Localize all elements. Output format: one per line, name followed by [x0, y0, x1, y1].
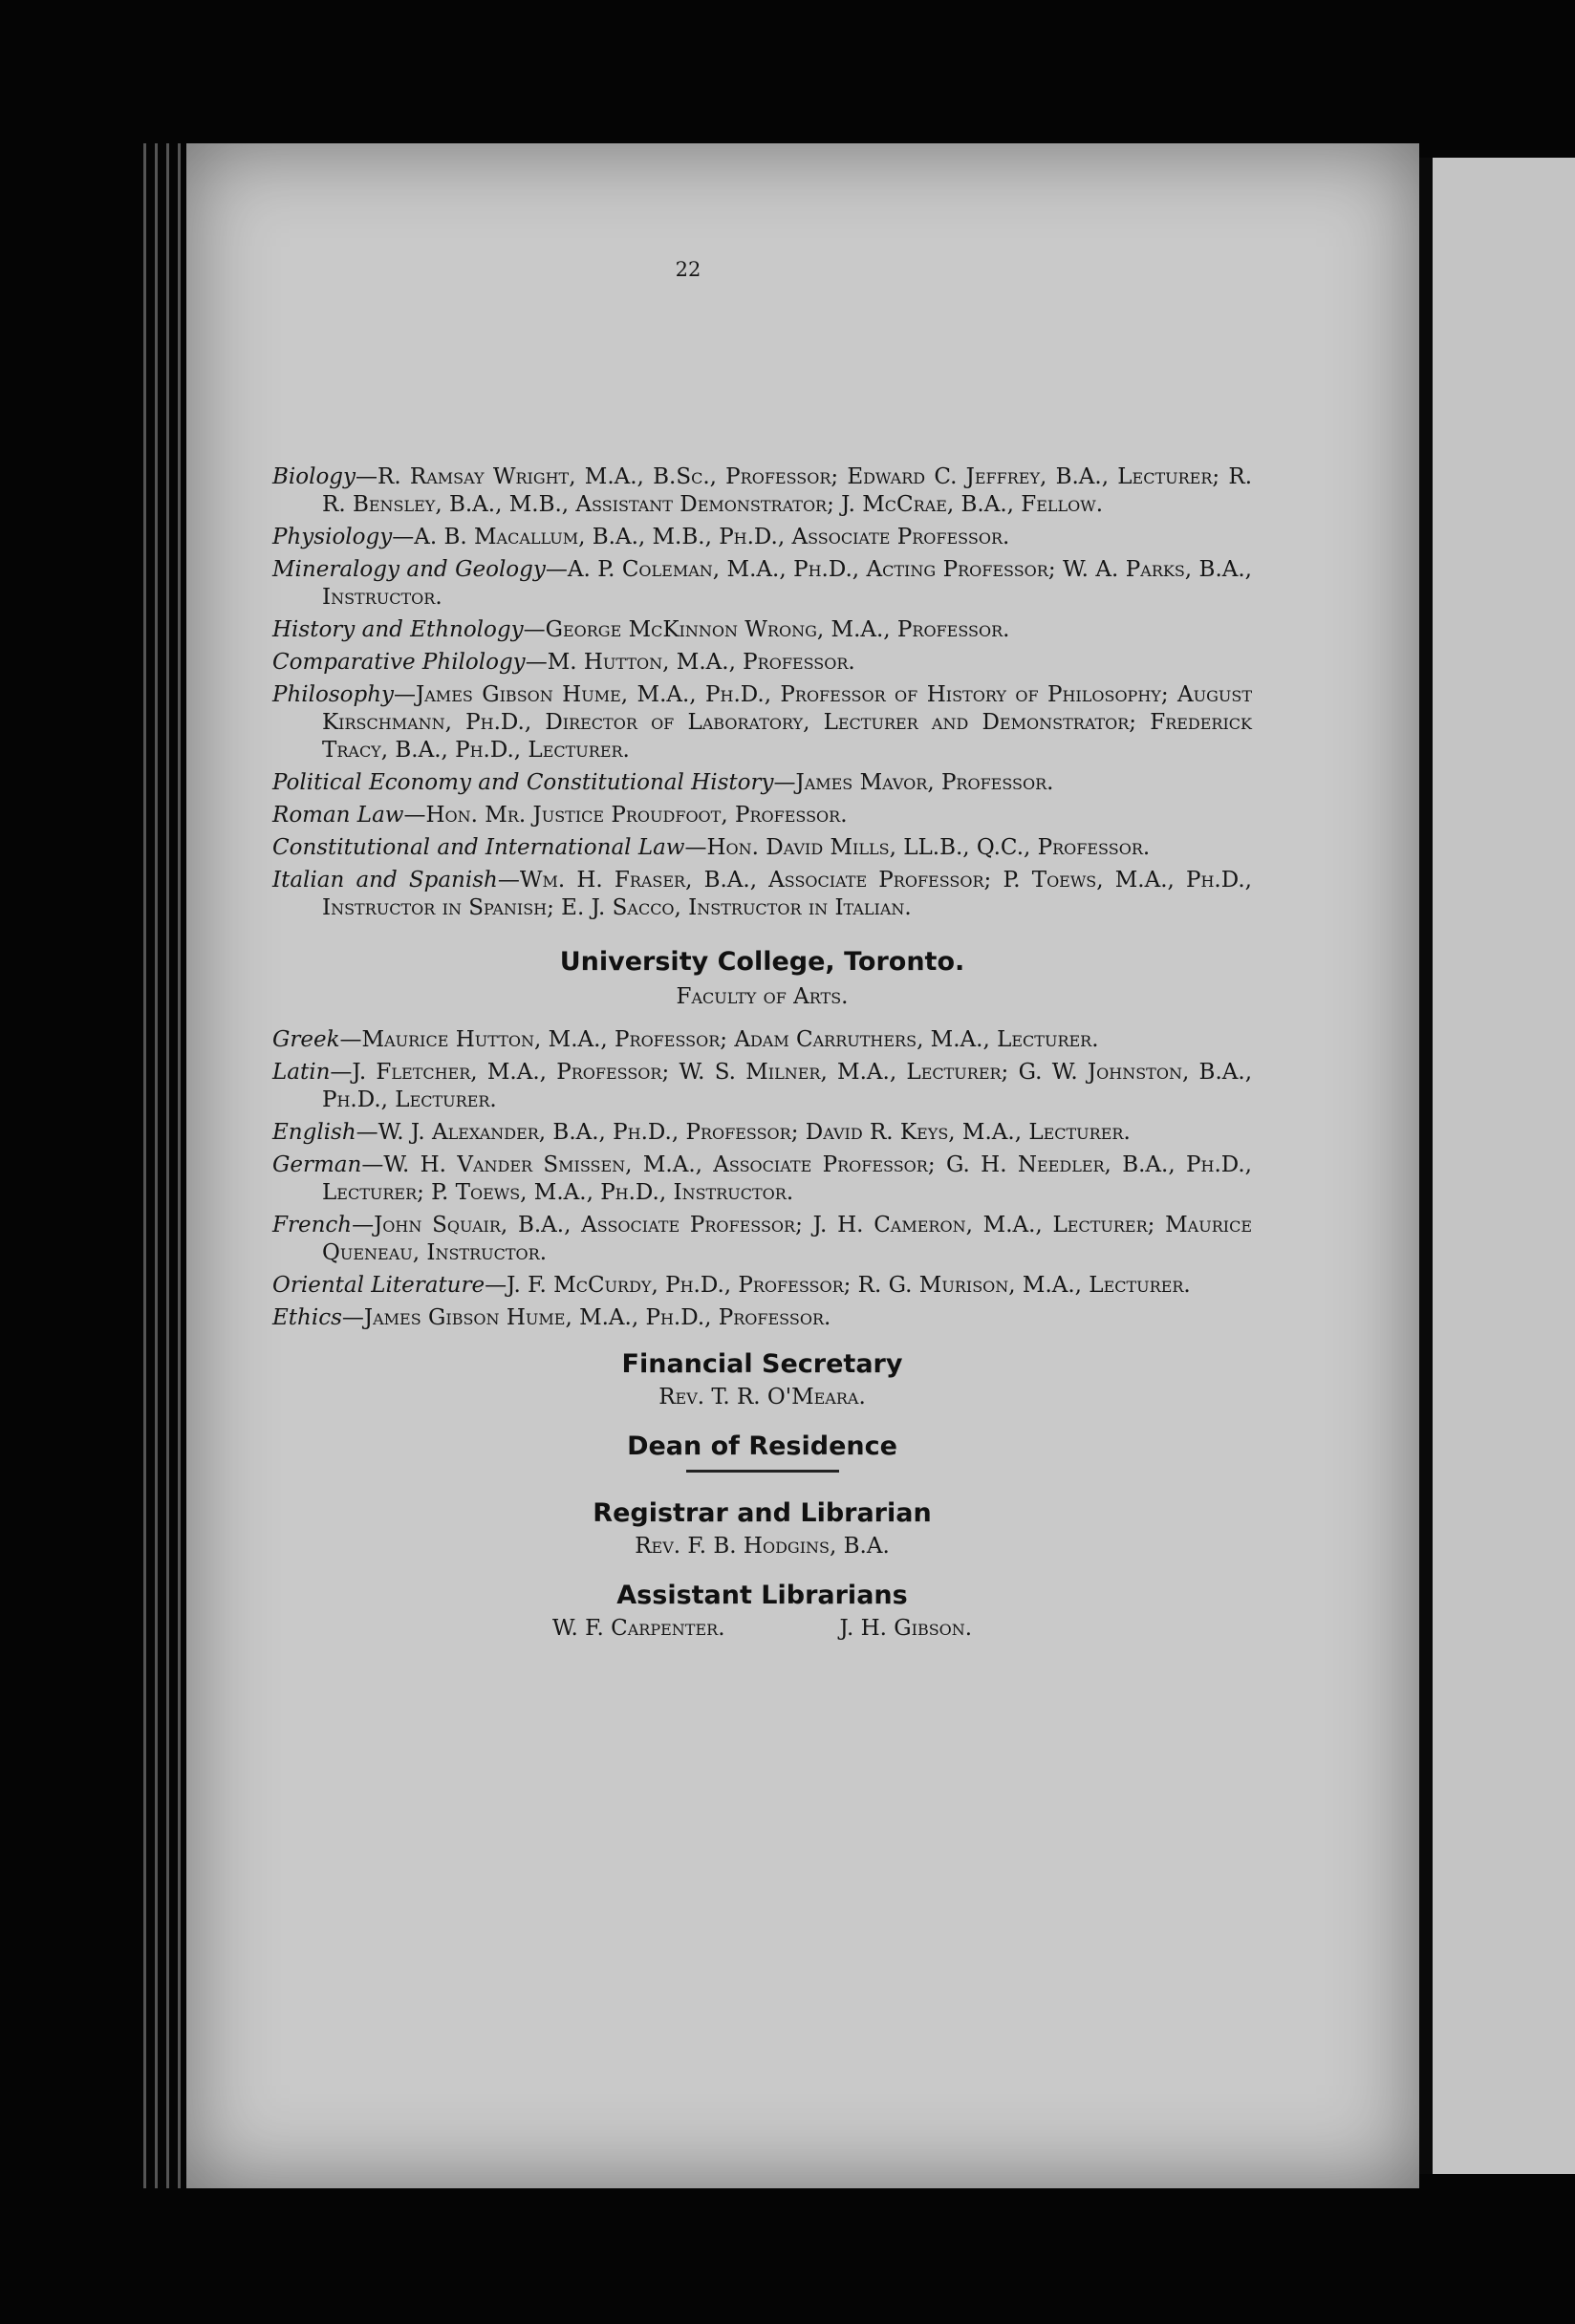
- department-staff: W. J. Alexander, B.A., Ph.D., Professor; David R. Keys, M.A., Lecturer.: [378, 1120, 1131, 1145]
- department-entry: Physiology—A. B. Macallum, B.A., M.B., Ph.D., Associate Professor.: [272, 525, 1010, 549]
- department-subject: Mineralogy and Geology: [272, 557, 546, 582]
- page-edge: [166, 143, 169, 2188]
- department-staff: M. Hutton, M.A., Professor.: [547, 650, 855, 675]
- page-edge: [143, 143, 146, 2188]
- department-staff: James Mavor, Professor.: [795, 770, 1054, 795]
- department-entry: Biology—R. Ramsay Wright, M.A., B.Sc., Professor; Edward C. Jeffrey, B.A., Lecturer; R. R. Bensley, B.A., M.B., Assistant Demonstrator; J. McCrae, B.A., Fellow.: [272, 464, 1252, 517]
- department-subject: Latin: [272, 1060, 331, 1085]
- department-subject: Greek: [272, 1027, 340, 1052]
- assistant-librarian-names: [272, 1615, 1252, 1643]
- department-subject: French: [272, 1213, 353, 1237]
- department-staff: James Gibson Hume, M.A., Ph.D., Professor of History of Philosophy; August Kirschmann, Ph.D., Director of Laboratory, Lecturer and Demonstrator; Frederick Tracy, B.A., Ph.D., Lecturer.: [322, 682, 1252, 763]
- department-staff: R. Ramsay Wright, M.A., B.Sc., Professor; Edward C. Jeffrey, B.A., Lecturer; R. R. Bensley, B.A., M.B., Assistant Demonstrator; J. McCrae, B.A., Fellow.: [322, 464, 1252, 517]
- financial-secretary-name: Rev. T. R. O'Meara.: [658, 1385, 866, 1409]
- department-subject: Physiology: [272, 525, 393, 549]
- department-entry: Comparative Philology—M. Hutton, M.A., Professor.: [272, 650, 855, 675]
- faculty-title: Faculty of Arts.: [676, 984, 849, 1009]
- department-staff: John Squair, B.A., Associate Professor; J. H. Cameron, M.A., Lecturer; Maurice Queneau, Instructor.: [322, 1213, 1252, 1265]
- department-subject: German: [272, 1152, 362, 1177]
- department-entry: German—W. H. Vander Smissen, M.A., Associate Professor; G. H. Needler, B.A., Ph.D., Lecturer; P. Toews, M.A., Ph.D., Instructor.: [272, 1152, 1252, 1205]
- department-entry: Political Economy and Constitutional History—James Mavor, Professor.: [272, 770, 1054, 795]
- department-list: [272, 463, 1252, 922]
- page-number: 22: [675, 258, 701, 281]
- department-subject: Ethics: [272, 1305, 342, 1330]
- department-subject: Italian and Spanish: [272, 868, 498, 893]
- department-entry: Ethics—James Gibson Hume, M.A., Ph.D., Professor.: [272, 1305, 831, 1330]
- department-staff: George McKinnon Wrong, M.A., Professor.: [545, 617, 1010, 642]
- department-staff: Hon. Mr. Justice Proudfoot, Professor.: [425, 803, 848, 828]
- department-staff: A. B. Macallum, B.A., M.B., Ph.D., Associate Professor.: [414, 525, 1010, 549]
- department-entry: Greek—Maurice Hutton, M.A., Professor; Adam Carruthers, M.A., Lecturer.: [272, 1027, 1099, 1052]
- registrar-name: Rev. F. B. Hodgins, B.A.: [635, 1534, 890, 1559]
- department-staff: W. H. Vander Smissen, M.A., Associate Professor; G. H. Needler, B.A., Ph.D., Lecturer; P. Toews, M.A., Ph.D., Instructor.: [322, 1152, 1252, 1205]
- department-subject: Political Economy and Constitutional History: [272, 770, 774, 795]
- department-staff: A. P. Coleman, M.A., Ph.D., Acting Professor; W. A. Parks, B.A., Instructor.: [322, 557, 1252, 610]
- department-staff: James Gibson Hume, M.A., Ph.D., Professor.: [363, 1305, 831, 1330]
- staff-listing: [272, 463, 1252, 1643]
- department-subject: Philosophy: [272, 682, 395, 707]
- assistant-librarian-name: J. H. Gibson.: [839, 1616, 973, 1641]
- department-staff: Wm. H. Fraser, B.A., Associate Professor; P. Toews, M.A., Ph.D., Instructor in Spanish; E. J. Sacco, Instructor in Italian.: [322, 868, 1252, 920]
- department-subject: Biology: [272, 464, 356, 489]
- assistant-librarian-name: W. F. Carpenter.: [551, 1616, 725, 1641]
- financial-secretary-title: Financial Secretary: [621, 1349, 903, 1379]
- department-entry: Oriental Literature—J. F. McCurdy, Ph.D., Professor; R. G. Murison, M.A., Lecturer.: [272, 1273, 1191, 1298]
- dean-title: Dean of Residence: [627, 1431, 897, 1461]
- department-entry: History and Ethnology—George McKinnon Wrong, M.A., Professor.: [272, 617, 1010, 642]
- department-entry: Latin—J. Fletcher, M.A., Professor; W. S. Milner, M.A., Lecturer; G. W. Johnston, B.A., Ph.D., Lecturer.: [272, 1060, 1252, 1112]
- department-entry: English—W. J. Alexander, B.A., Ph.D., Professor; David R. Keys, M.A., Lecturer.: [272, 1120, 1131, 1145]
- department-subject: Roman Law: [272, 803, 404, 828]
- department-entry: Mineralogy and Geology—A. P. Coleman, M.A., Ph.D., Acting Professor; W. A. Parks, B.A., Instructor.: [272, 557, 1252, 610]
- department-subject: English: [272, 1120, 356, 1145]
- college-title: University College, Toronto.: [559, 947, 965, 977]
- department-staff: Hon. David Mills, LL.B., Q.C., Professor.: [706, 835, 1151, 860]
- department-subject: History and Ethnology: [272, 617, 524, 642]
- department-subject: Oriental Literature: [272, 1273, 485, 1298]
- assistant-librarians-title: Assistant Librarians: [616, 1581, 908, 1610]
- department-entry: Italian and Spanish—Wm. H. Fraser, B.A., Associate Professor; P. Toews, M.A., Ph.D., Instructor in Spanish; E. J. Sacco, Instructor in Italian.: [272, 868, 1252, 920]
- college-department-list: [272, 1026, 1252, 1332]
- department-subject: Comparative Philology: [272, 650, 526, 675]
- department-entry: Constitutional and International Law—Hon. David Mills, LL.B., Q.C., Professor.: [272, 835, 1151, 860]
- facing-page-edge: [1419, 158, 1575, 2174]
- department-staff: J. F. McCurdy, Ph.D., Professor; R. G. Murison, M.A., Lecturer.: [507, 1273, 1191, 1298]
- department-entry: Roman Law—Hon. Mr. Justice Proudfoot, Professor.: [272, 803, 848, 828]
- registrar-title: Registrar and Librarian: [593, 1498, 932, 1528]
- page-edge: [178, 143, 181, 2188]
- department-subject: Constitutional and International Law: [272, 835, 685, 860]
- department-staff: J. Fletcher, M.A., Professor; W. S. Milner, M.A., Lecturer; G. W. Johnston, B.A., Ph.D., Lecturer.: [322, 1060, 1252, 1112]
- department-entry: French—John Squair, B.A., Associate Professor; J. H. Cameron, M.A., Lecturer; Maurice Queneau, Instructor.: [272, 1213, 1252, 1265]
- page-edge: [155, 143, 158, 2188]
- department-entry: Philosophy—James Gibson Hume, M.A., Ph.D., Professor of History of Philosophy; August Kirschmann, Ph.D., Director of Laboratory, Lecturer and Demonstrator; Frederick Tracy, B.A., Ph.D., Lecturer.: [272, 682, 1252, 763]
- department-staff: Maurice Hutton, M.A., Professor; Adam Carruthers, M.A., Lecturer.: [361, 1027, 1099, 1052]
- divider-rule: [686, 1470, 839, 1473]
